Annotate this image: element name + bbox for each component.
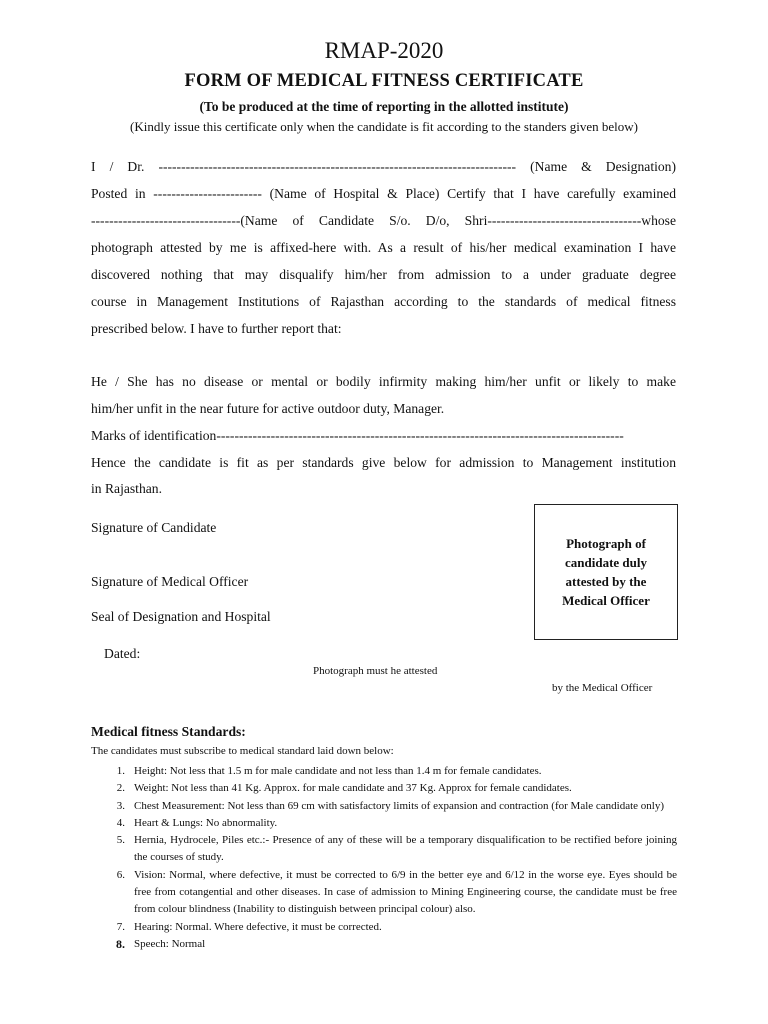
list-item [91, 919, 677, 936]
photograph-box [534, 504, 678, 640]
standards-intro: The candidates must subscribe to medical standard laid down below: [91, 745, 394, 757]
list-item-text: Height: Not less that 1.5 m for male candidate and not less than 1.4 m for female candidates. [134, 765, 542, 777]
photograph-box-label: Photograph of candidate duly attested by the Medical Officer [562, 536, 650, 608]
certificate-line: in Rajasthan. [91, 481, 162, 496]
list-item [91, 867, 677, 919]
list-item-text: Hernia, Hydrocele, Piles etc.:- Presence of any of these will be a temporary disqualification to be rectified before joining the courses of study. [134, 834, 677, 864]
form-title: FORM OF MEDICAL FITNESS CERTIFICATE [184, 71, 584, 91]
list-item-text: Hearing: Normal. Where defective, it must be corrected. [134, 920, 382, 933]
list-item-number: 3. [116, 799, 125, 812]
list-item-number: 5. [116, 834, 125, 847]
list-item [91, 815, 677, 832]
list-item-number: 7. [116, 920, 125, 933]
list-item-number: 8. [116, 936, 125, 951]
list-item [91, 798, 677, 815]
certificate-line: photograph attested by me is affixed-here with. As a result of his/her medical examination I have [91, 240, 676, 255]
candidate-signature-label: Signature of Candidate [91, 520, 217, 535]
certificate-line: Hence the candidate is fit as per standards give below for admission to Management institution [91, 455, 676, 470]
list-item-text: Vision: Normal, where defective, it must be corrected to 6/9 in the better eye and 6/12 in the worse eye. Eyes should be free from cotangential and other diseases. In case of admission to Mining Engineering course, the candidate must be free from colour blindness (Inability to distinguish between principal colour) also. [134, 868, 677, 916]
medical-officer-signature-label: Signature of Medical Officer [91, 574, 249, 589]
list-item [91, 780, 677, 797]
certificate-line: He / She has no disease or mental or bodily infirmity making him/her unfit or likely to make [91, 374, 676, 389]
certificate-line: I / Dr. ------------------------------------------------------------------------------- (Name & Designation) [91, 159, 676, 174]
list-item [91, 832, 677, 867]
list-item-number: 4. [116, 816, 125, 829]
certificate-line: discovered nothing that may disqualify him/her from admission to a under graduate degree [91, 267, 676, 282]
dated-label: Dated: [104, 646, 141, 661]
list-item [91, 763, 677, 780]
photo-attest-note: Photograph must he attested [313, 665, 438, 677]
list-item-text: Chest Measurement: Not less than 69 cm with satisfactory limits of expansion and contraction (for Male candidate only) [134, 799, 665, 812]
photo-attest-note-continued: by the Medical Officer [552, 682, 653, 694]
certificate-line: Posted in ------------------------ (Name of Hospital & Place) Certify that I have carefully examined [91, 186, 676, 201]
list-item-text: Speech: Normal [134, 937, 206, 950]
standards-heading: Medical fitness Standards: [91, 724, 246, 739]
certificate-line: ---------------------------------(Name of Candidate S/o. D/o, Shri----------------------------------whose [91, 213, 676, 228]
list-item-text: Heart & Lungs: No abnormality. [134, 816, 278, 829]
list-item [91, 936, 677, 953]
reporting-instruction: (To be produced at the time of reporting in the allotted institute) [199, 99, 569, 114]
list-item-number: 2. [116, 782, 125, 795]
certificate-line: course in Management Institutions of Rajasthan according to the standards of medical fitness [91, 294, 676, 309]
identification-marks-line: Marks of identification------------------------------------------------------------------------------------------ [91, 428, 624, 443]
standards-list [91, 763, 677, 953]
form-code-title: RMAP-2020 [324, 38, 444, 63]
certificate-line: prescribed below. I have to further report that: [91, 321, 342, 336]
list-item-number: 1. [116, 765, 125, 777]
seal-label: Seal of Designation and Hospital [91, 609, 271, 624]
issuance-note: (Kindly issue this certificate only when the candidate is fit according to the standers given below) [130, 119, 638, 134]
list-item-text: Weight: Not less than 41 Kg. Approx. for male candidate and 37 Kg. Approx for female candidates. [134, 782, 572, 795]
list-item-number: 6. [116, 868, 125, 881]
certificate-line: him/her unfit in the near future for active outdoor duty, Manager. [91, 401, 445, 416]
